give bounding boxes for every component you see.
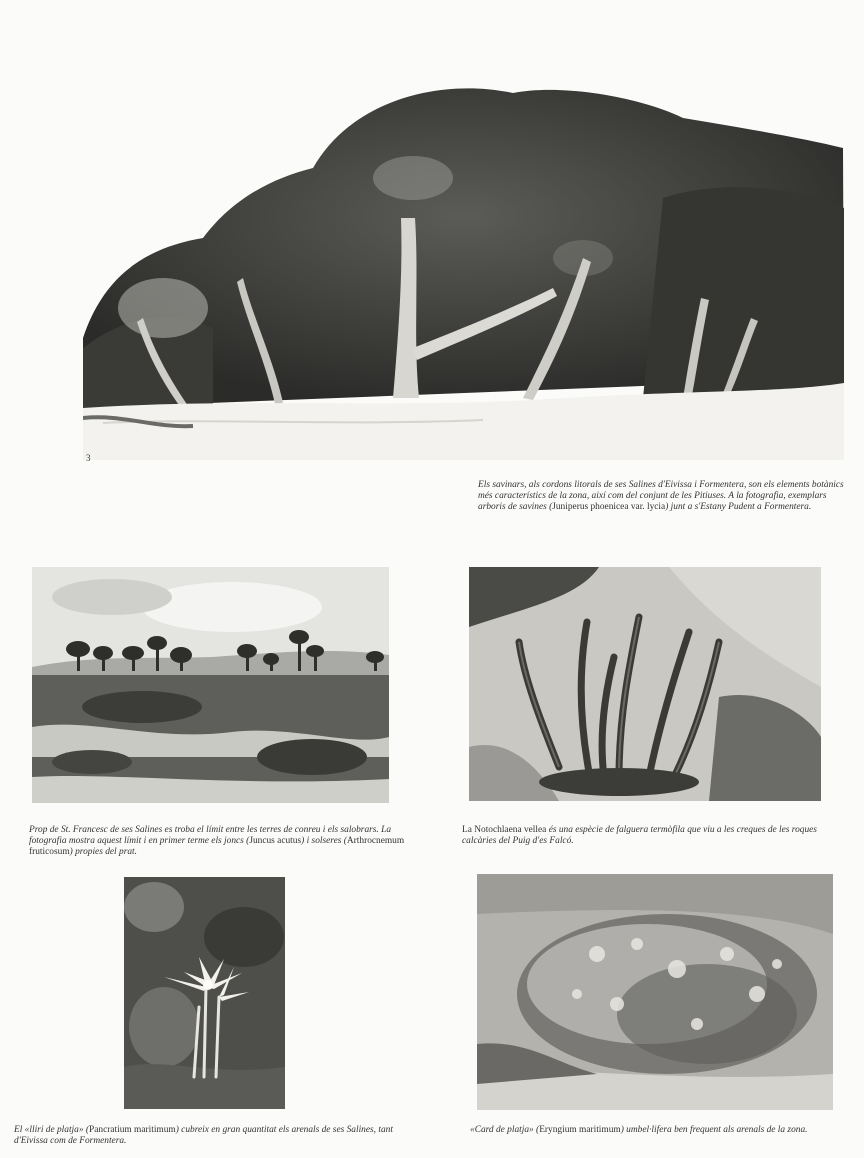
caption-salobrars [29, 825, 407, 858]
sea-holly-photo [477, 874, 833, 1110]
caption-card [470, 1125, 850, 1136]
scientific-name: Eryngium maritimum [539, 1125, 621, 1135]
palm-field-photo [32, 567, 389, 803]
juniper-trees-photo [83, 78, 844, 460]
caption-text: ) cubreix en gran quantitat els arenals de ses Salines, tant d'Eivissa com de Formentera. [14, 1125, 393, 1146]
caption-text: ) propies del prat. [69, 847, 137, 857]
scientific-name: Juniperus phoenicea var. lycia [552, 502, 666, 512]
scientific-name: Pancratium maritimum [89, 1125, 176, 1135]
scientific-name: La Notochlaena vellea [462, 825, 547, 835]
caption-text: ) junt a s'Estany Pudent a Formentera. [665, 502, 812, 512]
photo-lliri [124, 877, 285, 1109]
caption-text: ) i solseres ( [301, 836, 347, 846]
fern-photo [469, 567, 821, 801]
scientific-name: Arthrocnemum fruticosum [29, 836, 405, 857]
caption-savinars [478, 480, 846, 513]
caption-text: ) umbel·lifera ben frequent als arenals de la zona. [620, 1125, 808, 1135]
scientific-name: Juncus acutus [249, 836, 302, 846]
caption-text: Els savinars, als cordons litorals de ses Salines d'Eivissa i Formentera, son els elements botànics més característics de la zona, així com del conjunt de les Pitiuses. A la fotografia, exemplars arboris de savines ( [478, 480, 844, 512]
photo-card [477, 874, 833, 1110]
caption-text: El «lliri de platja» ( [14, 1125, 89, 1135]
page-number: 3 [86, 453, 91, 463]
lily-photo [124, 877, 285, 1109]
photo-savinars [83, 78, 844, 460]
caption-notochlaena [462, 825, 844, 847]
caption-text: és una espècie de falguera termòfila que viu a les creques de les roques calcàries del Puig d'es Falcó. [462, 825, 817, 846]
photo-salobrars [32, 567, 389, 803]
caption-text: «Card de platja» ( [470, 1125, 540, 1135]
photo-notochlaena [469, 567, 821, 801]
caption-lliri [14, 1125, 398, 1147]
caption-text: Prop de St. Francesc de ses Salines es troba el límit entre les terres de conreu i els salobrars. La fotografia mostra aquest límit i en primer terme els joncs ( [29, 825, 392, 846]
